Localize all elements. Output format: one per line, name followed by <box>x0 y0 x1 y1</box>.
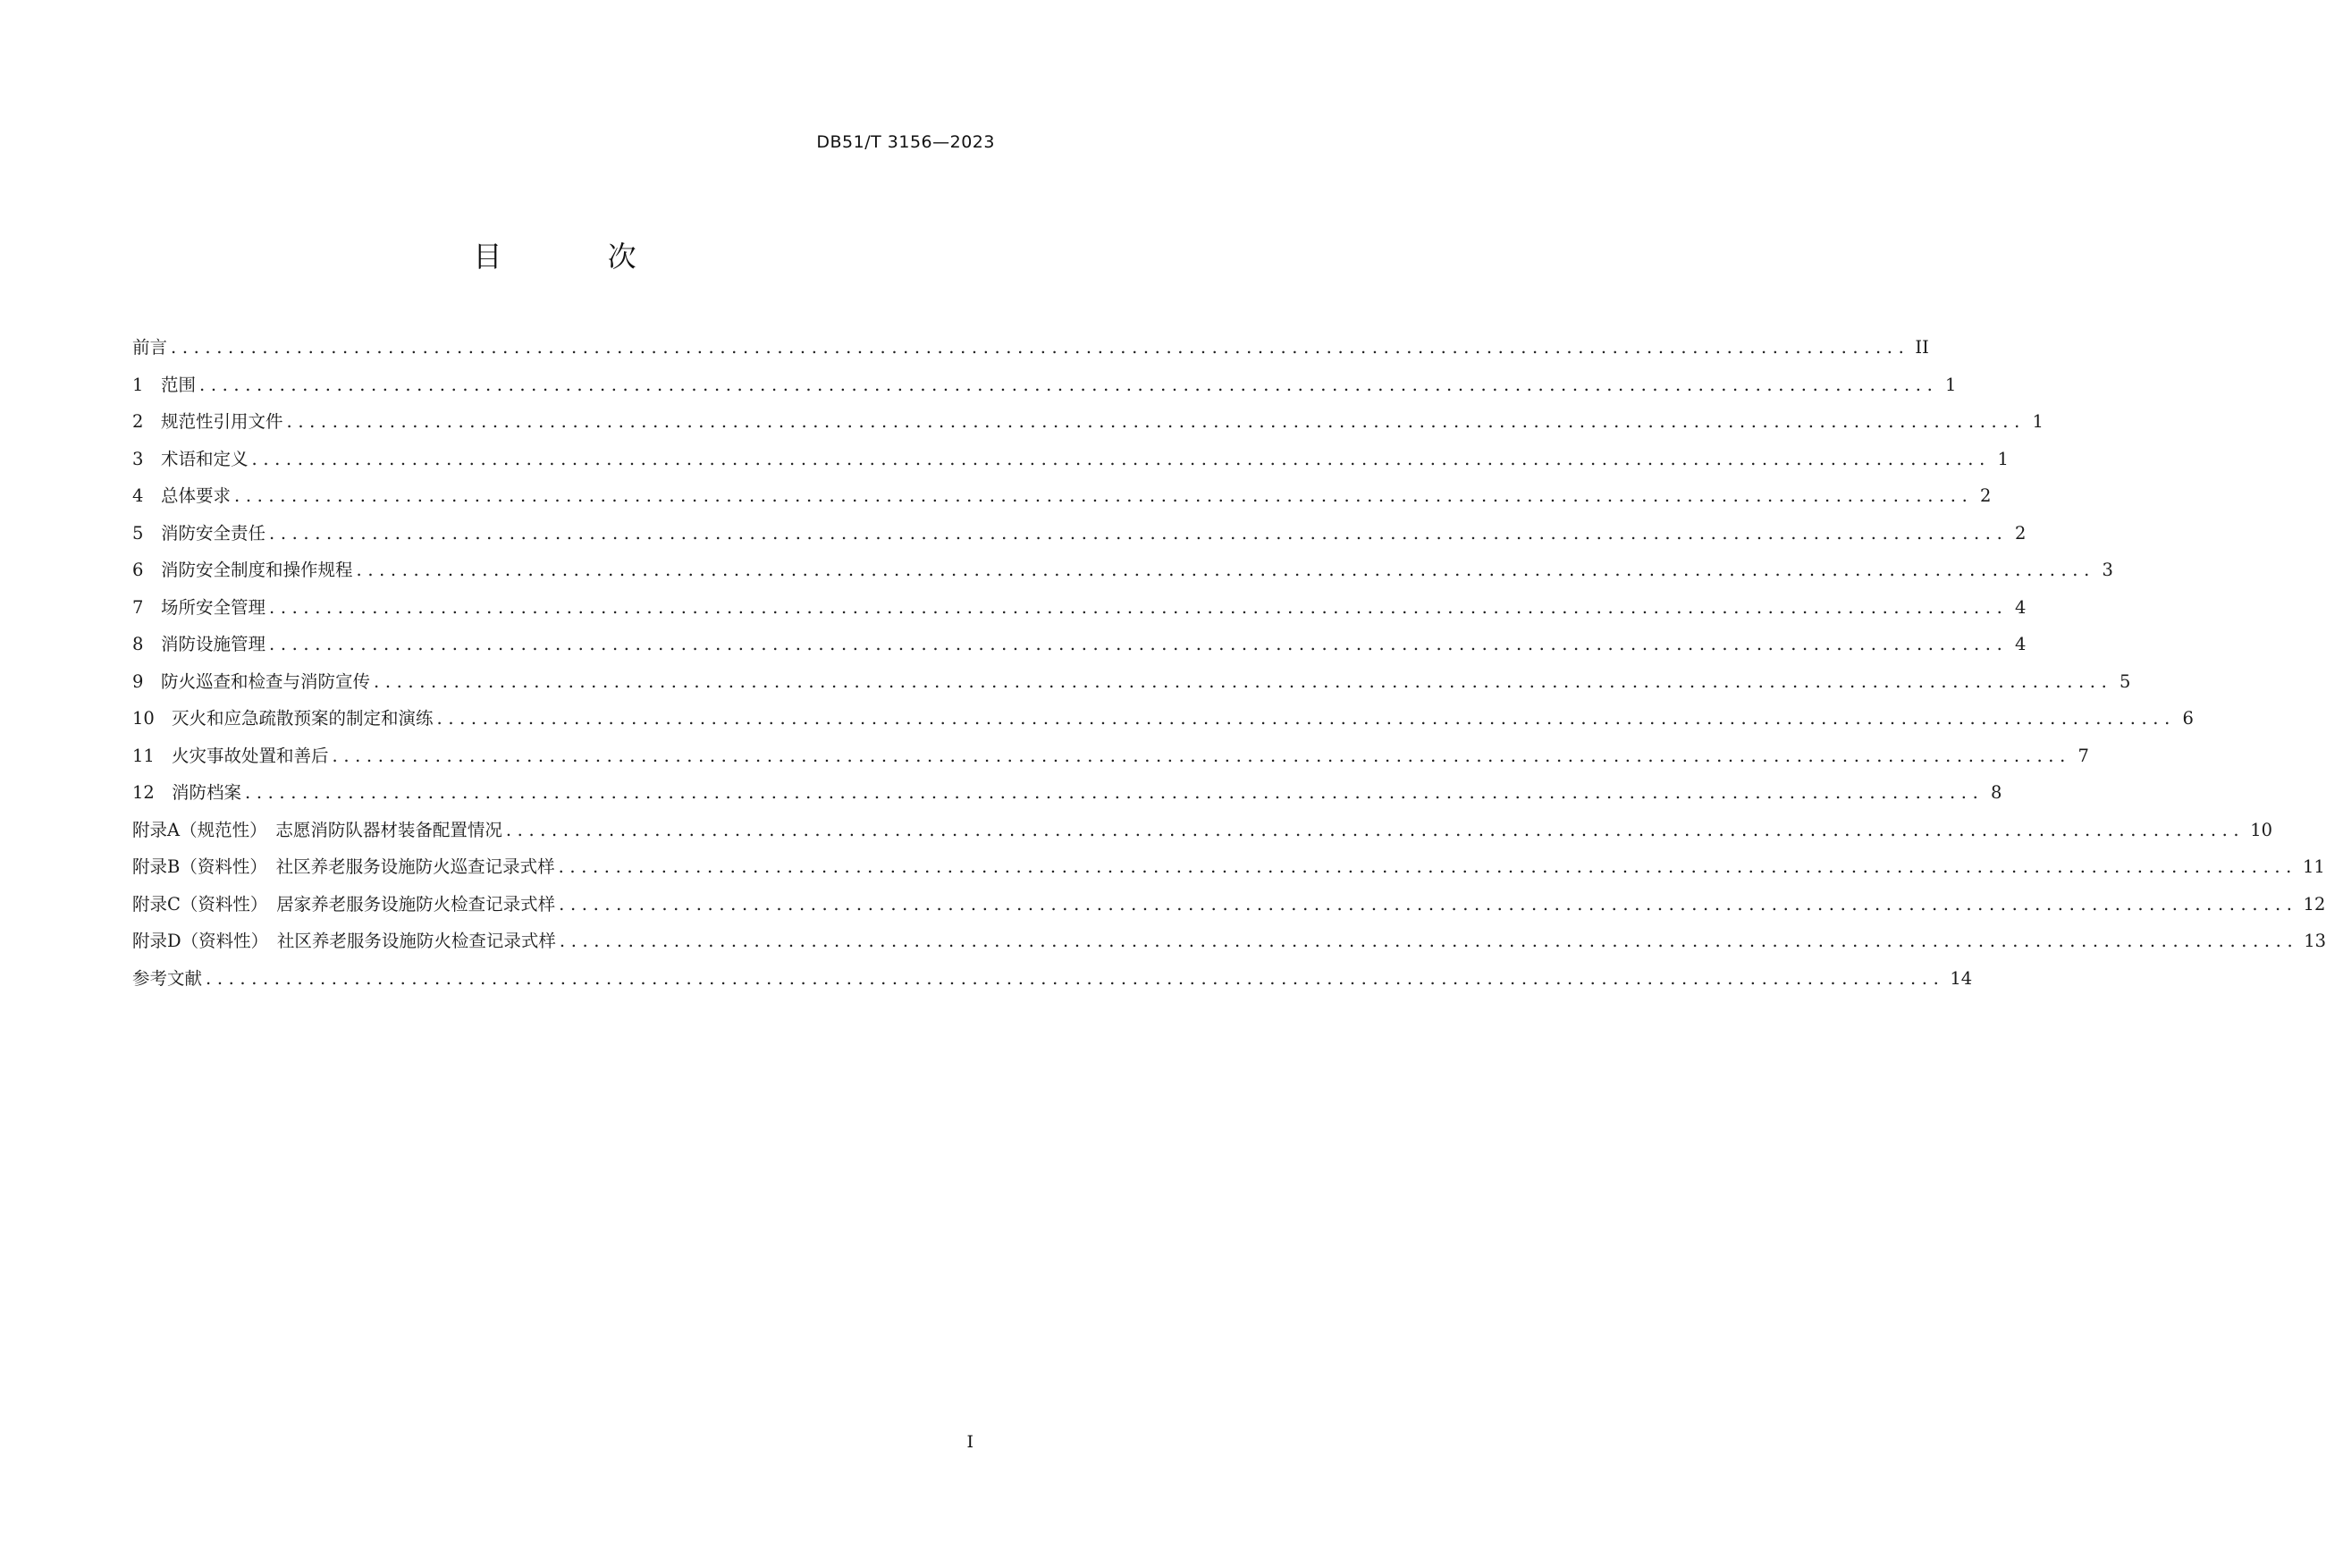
toc-entry-label: 防火巡查和检查与消防宣传 <box>161 670 371 692</box>
toc-leader-dots: ........................................................................................................................................................ <box>251 448 1991 469</box>
toc-entry-label: 消防安全制度和操作规程 <box>161 560 353 580</box>
toc-entry-label: 参考文献 <box>132 967 203 989</box>
toc-entry[interactable] <box>132 965 1973 1002</box>
toc-entry-label: 术语和定义 <box>161 448 249 469</box>
toc-entry-label: 规范性引用文件 <box>161 411 283 432</box>
toc-entry-number: 10 <box>132 708 155 729</box>
toc-entry[interactable] <box>132 816 2273 854</box>
toc-entry[interactable] <box>132 594 2027 631</box>
toc-entry-number: 8 <box>132 634 144 654</box>
toc-leader-dots: ........................................................................................................................................................ <box>356 560 2095 580</box>
toc-entry[interactable] <box>132 371 1957 409</box>
toc-entry-page: 2 <box>2014 522 2027 544</box>
toc-entry-label: 场所安全管理 <box>161 596 266 618</box>
toc-leader-dots: ........................................................................................................................................................ <box>559 893 2298 915</box>
toc-entry-label: 总体要求 <box>161 485 232 506</box>
toc-leader-dots: ........................................................................................................................................................ <box>269 634 2009 654</box>
toc-entry[interactable] <box>132 927 2326 965</box>
toc-entry-number: 1 <box>132 374 144 395</box>
toc-entry-label: 火灾事故处置和善后 <box>172 745 329 766</box>
toc-entry-page: 8 <box>1990 782 2002 803</box>
toc-entry[interactable] <box>132 519 2027 557</box>
toc-entry-page: 5 <box>2119 670 2131 692</box>
toc-leader-dots: ........................................................................................................................................................ <box>505 819 2246 840</box>
toc-leader-dots: ........................................................................................................................................................ <box>171 337 1910 358</box>
toc-leader-dots: ........................................................................................................................................................ <box>286 411 2026 432</box>
document-code: DB51/T 3156—2023 <box>816 132 995 152</box>
toc-entry[interactable] <box>132 333 1929 371</box>
toc-entry-label: 附录C（资料性） 居家养老服务设施防火检查记录式样 <box>132 893 556 915</box>
toc-entry[interactable] <box>132 853 2325 890</box>
toc-entry-page: 1 <box>2032 411 2044 432</box>
toc-leader-dots: ........................................................................................................................................................ <box>374 670 2113 692</box>
toc-entry-label: 范围 <box>161 374 197 395</box>
toc-entry-number: 3 <box>132 448 144 469</box>
toc-entry-label: 附录D（资料性） 社区养老服务设施防火检查记录式样 <box>132 931 556 951</box>
toc-entry-page: 2 <box>1979 485 1992 506</box>
toc-entry-page: 7 <box>2077 745 2089 766</box>
toc-entry-page: 10 <box>2250 819 2273 840</box>
toc-leader-dots: ........................................................................................................................................................ <box>269 522 2009 544</box>
toc-entry-page: 4 <box>2014 634 2027 654</box>
toc-entry-number: 12 <box>132 782 155 803</box>
toc-entry-number: 2 <box>132 411 144 432</box>
toc-entry-page: 13 <box>2304 931 2326 951</box>
toc-entry-page: 1 <box>1997 448 2009 469</box>
toc-entry[interactable] <box>132 742 2089 780</box>
toc-entry-label: 消防安全责任 <box>161 522 266 544</box>
table-of-contents <box>132 333 2326 1001</box>
toc-entry-page: 12 <box>2303 893 2326 915</box>
toc-leader-dots: ........................................................................................................................................................ <box>559 931 2299 951</box>
toc-entry-number: 5 <box>132 522 144 544</box>
toc-entry[interactable] <box>132 704 2194 742</box>
toc-entry-number: 11 <box>132 745 155 766</box>
toc-entry[interactable] <box>132 482 1992 519</box>
toc-leader-dots: ........................................................................................................................................................ <box>558 856 2297 877</box>
toc-leader-dots: ........................................................................................................................................................ <box>269 596 2009 618</box>
toc-entry-number: 6 <box>132 560 144 580</box>
toc-leader-dots: ........................................................................................................................................................ <box>234 485 1974 506</box>
toc-entry[interactable] <box>132 445 2009 483</box>
toc-entry-number: 9 <box>132 670 144 692</box>
toc-leader-dots: ........................................................................................................................................................ <box>245 782 1985 803</box>
toc-entry[interactable] <box>132 556 2113 594</box>
toc-entry[interactable] <box>132 668 2131 705</box>
toc-entry[interactable] <box>132 779 2002 816</box>
toc-entry-page: 4 <box>2014 596 2027 618</box>
toc-leader-dots: ........................................................................................................................................................ <box>199 374 1939 395</box>
page-title: 目 次 <box>473 240 685 274</box>
toc-entry-label: 消防设施管理 <box>161 634 266 654</box>
toc-entry-label: 灭火和应急疏散预案的制定和演练 <box>172 708 434 729</box>
toc-entry-page: II <box>1915 337 1929 358</box>
toc-entry-label: 消防档案 <box>172 782 242 803</box>
toc-entry-page: 14 <box>1950 967 1973 989</box>
page-number: I <box>966 1432 973 1452</box>
toc-entry-label: 附录B（资料性） 社区养老服务设施防火巡查记录式样 <box>132 856 555 877</box>
toc-entry-number: 4 <box>132 485 144 506</box>
toc-entry-page: 11 <box>2302 856 2325 877</box>
toc-entry[interactable] <box>132 630 2027 668</box>
toc-leader-dots: ........................................................................................................................................................ <box>436 708 2176 729</box>
toc-entry[interactable] <box>132 890 2326 928</box>
toc-entry-page: 1 <box>1944 374 1957 395</box>
toc-entry-number: 7 <box>132 596 144 618</box>
toc-leader-dots: ........................................................................................................................................................ <box>206 967 1945 989</box>
toc-leader-dots: ........................................................................................................................................................ <box>332 745 2071 766</box>
toc-entry-label: 附录A（规范性） 志愿消防队器材装备配置情况 <box>132 819 502 840</box>
toc-entry[interactable] <box>132 408 2044 445</box>
toc-entry-page: 3 <box>2102 560 2113 580</box>
toc-entry-page: 6 <box>2182 708 2194 729</box>
toc-entry-label: 前言 <box>132 337 168 358</box>
